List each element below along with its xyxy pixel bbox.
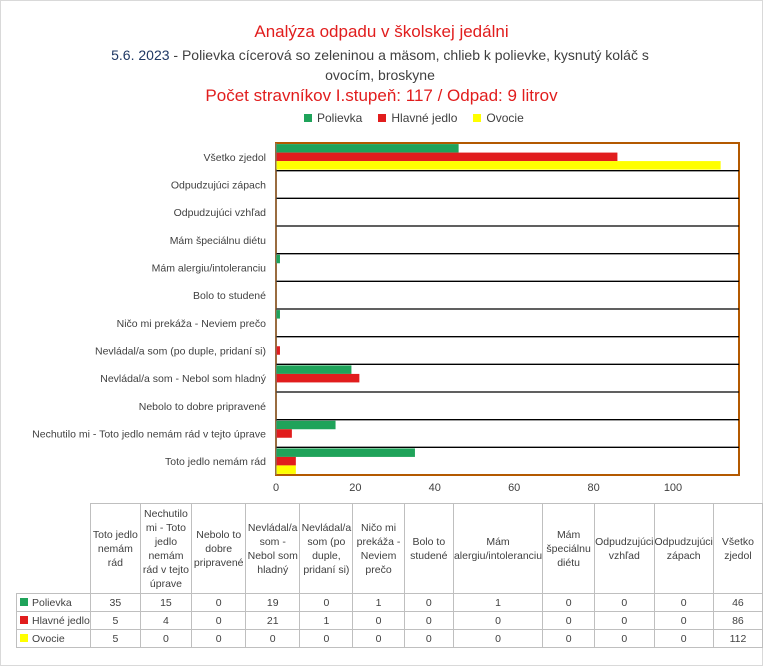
x-tick-label: 0	[272, 482, 280, 494]
table-cell: 86	[713, 612, 762, 630]
table-cell: 5	[91, 630, 140, 648]
table-cell: 0	[404, 594, 453, 612]
table-cell: 0	[595, 612, 654, 630]
table-cell: 1	[453, 594, 542, 612]
legend-label: Polievka	[317, 111, 363, 125]
legend-key-swatch	[20, 598, 28, 606]
data-table	[16, 503, 763, 648]
table-cell: 0	[192, 612, 246, 630]
table-row-header	[17, 612, 91, 630]
category-label: Bolo to studené	[193, 290, 266, 303]
bar-hlavné-jedlo	[276, 153, 617, 162]
x-tick-label: 80	[587, 482, 600, 494]
bar-polievka	[276, 421, 336, 430]
x-tick-label: 60	[508, 482, 521, 494]
bar-polievka	[276, 144, 459, 153]
chart-title: Analýza odpadu v školskej jedálni	[254, 22, 509, 41]
category-label: Nebolo to dobre pripravené	[138, 400, 266, 413]
bar-ovocie	[276, 161, 721, 170]
table-header: Ničo mi prekáža - Neviem prečo	[353, 504, 404, 594]
table-header: Nechutilo mi - Toto jedlo nemám rád v tejto úprave	[140, 504, 192, 594]
table-row	[17, 594, 763, 612]
table-header: Odpudzujúci zápach	[654, 504, 713, 594]
subtitle-menu: - Polievka cícerová so zeleninou a mäsom, chlieb k polievke, kysnutý koláč s ovocím, broskyne	[169, 47, 649, 83]
bar-hlavné-jedlo	[276, 457, 296, 466]
category-label: Mám špeciálnu diétu	[169, 234, 266, 247]
category-label: Mám alergiu/intoleranciu	[151, 262, 266, 275]
category-label: Ničo mi prekáža - Neviem prečo	[116, 317, 266, 330]
table-row-label: Ovocie	[32, 632, 65, 645]
table-cell: 0	[192, 630, 246, 648]
table-cell: 0	[543, 612, 595, 630]
table-cell: 5	[91, 612, 140, 630]
table-cell: 46	[713, 594, 762, 612]
table-header: Nevládal/a som - Nebol som hladný	[246, 504, 300, 594]
subtitle-date: 5.6. 2023	[111, 47, 170, 63]
table-cell: 0	[353, 612, 404, 630]
table-cell: 1	[353, 594, 404, 612]
table-cell: 0	[453, 630, 542, 648]
table-cell: 0	[404, 612, 453, 630]
table-cell: 0	[654, 630, 713, 648]
bar-hlavné-jedlo	[276, 429, 292, 438]
table-cell: 0	[543, 594, 595, 612]
table-cell: 0	[595, 630, 654, 648]
table-cell: 0	[192, 594, 246, 612]
table-cell: 21	[246, 612, 300, 630]
category-label: Nevládal/a som (po duple, pridaní si)	[94, 345, 266, 358]
table-header: Všetko zjedol	[713, 504, 762, 594]
table-cell: 0	[595, 594, 654, 612]
table-row	[17, 612, 763, 630]
category-label: Toto jedlo nemám rád	[165, 456, 266, 469]
table-header: Mám špeciálnu diétu	[543, 504, 595, 594]
table-cell: 0	[300, 594, 353, 612]
table-row-header	[17, 594, 91, 612]
table-cell: 0	[140, 630, 192, 648]
table-cell: 0	[246, 630, 300, 648]
legend-key-swatch	[20, 634, 28, 642]
bar-polievka	[276, 310, 280, 319]
bar-polievka	[276, 365, 351, 374]
bar-polievka	[276, 255, 280, 264]
table-header: Nevládal/a som (po duple, pridaní si)	[300, 504, 353, 594]
table-cell: 112	[713, 630, 762, 648]
table-header: Bolo to studené	[404, 504, 453, 594]
legend-label: Ovocie	[486, 111, 524, 125]
table-cell: 0	[404, 630, 453, 648]
bar-ovocie	[276, 465, 296, 474]
category-label: Všetko zjedol	[203, 151, 266, 164]
legend-label: Hlavné jedlo	[391, 111, 458, 125]
table-row-header	[17, 630, 91, 648]
table-row-label: Hlavné jedlo	[32, 614, 90, 627]
table-header: Nebolo to dobre pripravené	[192, 504, 246, 594]
x-tick-label: 20	[349, 482, 362, 494]
x-tick-label: 40	[428, 482, 441, 494]
bar-hlavné-jedlo	[276, 374, 359, 383]
table-header: Mám alergiu/intoleranciu	[453, 504, 542, 594]
table-header: Toto jedlo nemám rád	[91, 504, 140, 594]
category-label: Odpudzujúci vzhľad	[173, 207, 266, 220]
category-label: Nechutilo mi - Toto jedlo nemám rád v tejto úprave	[32, 428, 266, 441]
table-cell: 0	[654, 612, 713, 630]
category-label: Nevládal/a som - Nebol som hladný	[100, 373, 266, 386]
table-cell: 0	[654, 594, 713, 612]
chart-subtitle-count: Počet stravníkov I.stupeň: 117 / Odpad: 9 litrov	[205, 86, 558, 105]
table-cell: 0	[543, 630, 595, 648]
table-cell: 0	[453, 612, 542, 630]
table-corner	[17, 504, 91, 594]
x-tick-label: 100	[663, 482, 683, 494]
table-cell: 15	[140, 594, 192, 612]
table-cell: 0	[353, 630, 404, 648]
bar-polievka	[276, 448, 415, 457]
table-cell: 0	[300, 630, 353, 648]
legend-key-swatch	[20, 616, 28, 624]
table-header: Odpudzujúci vzhľad	[595, 504, 654, 594]
table-cell: 4	[140, 612, 192, 630]
table-row	[17, 630, 763, 648]
table-cell: 35	[91, 594, 140, 612]
category-label: Odpudzujúci zápach	[170, 179, 266, 192]
table-row-label: Polievka	[32, 596, 72, 609]
bar-hlavné-jedlo	[276, 346, 280, 355]
table-cell: 19	[246, 594, 300, 612]
table-cell: 1	[300, 612, 353, 630]
